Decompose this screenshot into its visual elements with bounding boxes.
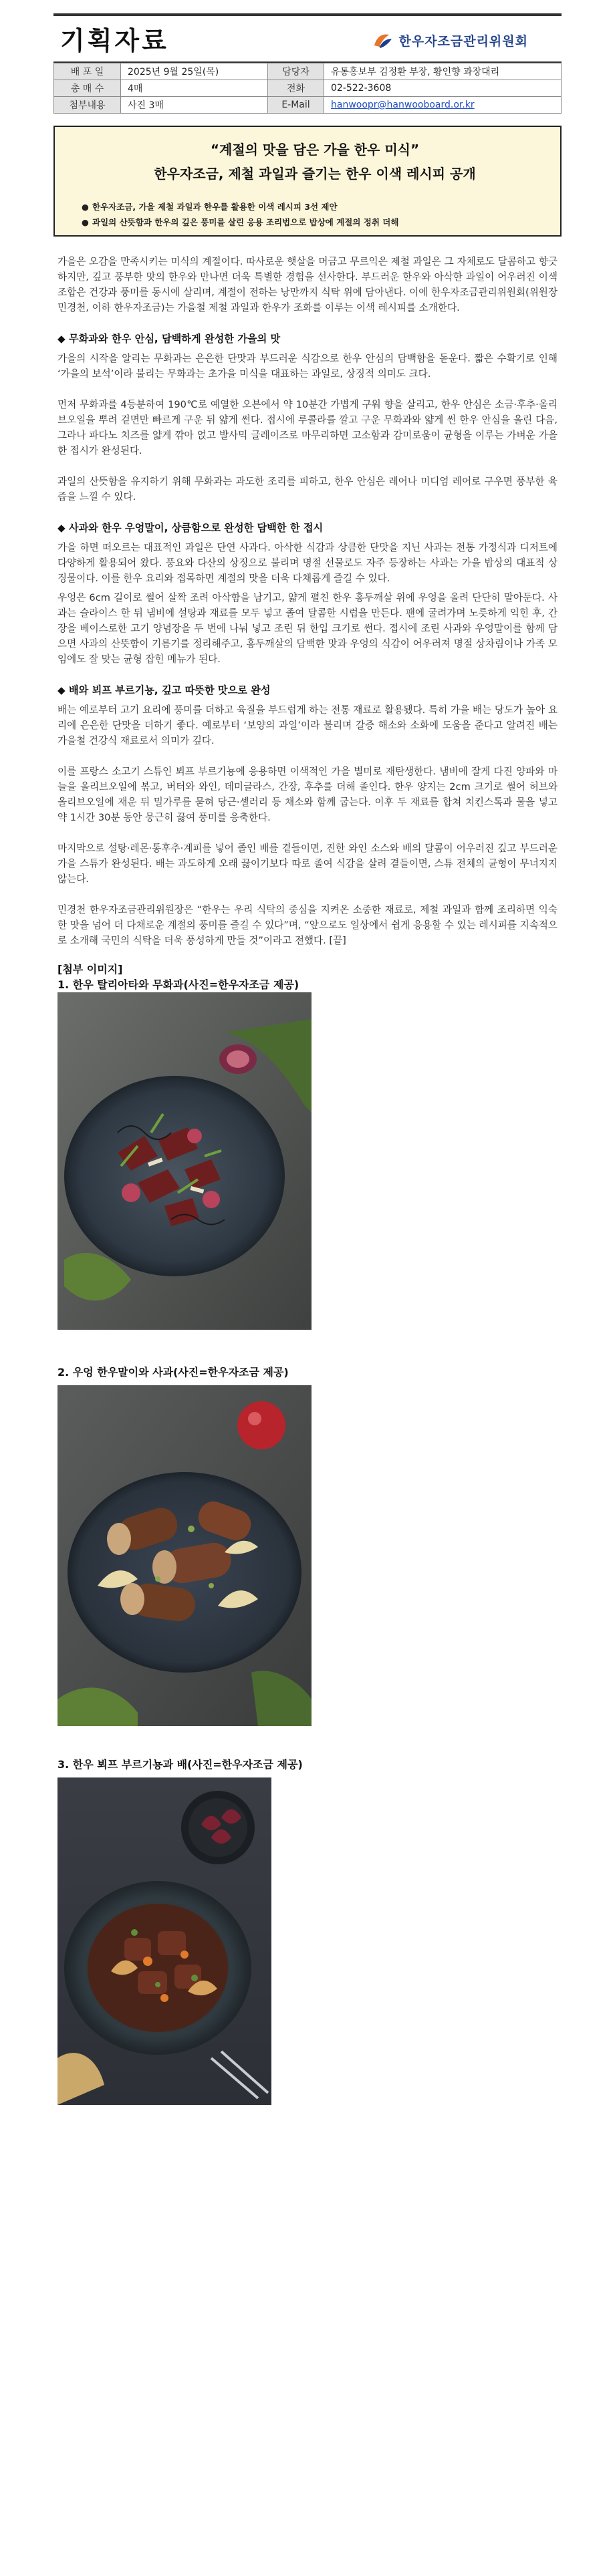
section-paragraph: 먼저 무화과를 4등분하여 190℃로 예열한 오븐에서 약 10분간 가볍게 구워 향을 살리고, 한우 안심은 소금·후추·올리브오일을 뿌려 겉면만 빠르게 구운 뒤 얇게 썬다. 접시에 루콜라를 깔고 구운 무화과와 얇게 썬 한우 안심을 올린 다음, 그라나 파다노 치즈를 얇게 깎아 얹고 발사믹 글레이즈로 마무리하면 고소함과 감미로움이 균형을 이루는 가벼운 가을 한 접시가 완성된다. bbox=[57, 399, 558, 456]
info-row-date bbox=[54, 63, 562, 80]
headline-title: 한우자조금, 제철 과일과 즐기는 한우 이색 레시피 공개 bbox=[154, 166, 476, 182]
info-value: 유통홍보부 김정환 부장, 황인향 과장대리 bbox=[324, 63, 562, 80]
headline-bullets bbox=[82, 199, 548, 230]
section-paragraph: 가을의 시작을 알리는 무화과는 은은한 단맛과 부드러운 식감으로 한우 안심의 담백함을 돋운다. 짧은 수확기로 인해 ‘가을의 보석’이라 불리는 무화과는 초가을 미식을 대표하는 과일로, 상징적 의미도 크다. bbox=[57, 353, 558, 380]
hanwoo-logo-icon bbox=[373, 32, 393, 49]
closing-quote-paragraph: 민경천 한우자조금관리위원장은 “한우는 우리 식탁의 중심을 지켜온 소중한 재료로, 제철 과일과 함께 조리하면 익숙한 맛을 넘어 더 다채로운 계절의 풍미를 즐길 수 있다”며, “앞으로도 일상에서 쉽게 응용할 수 있는 레시피를 지속적으로 소개해 국민의 식탁을 더욱 풍성하게 만들 것”이라고 전했다. [끝] bbox=[57, 904, 558, 946]
organization-name: 한우자조금관리위원회 bbox=[398, 34, 528, 49]
document-title: 기획자료 bbox=[60, 26, 169, 55]
attachments-heading: [첨부 이미지] bbox=[57, 963, 123, 976]
photo-caption: 2. 우엉 한우말이와 사과(사진=한우자조금 제공) bbox=[57, 1366, 289, 1379]
section-heading-fig: ◆ 무화과와 한우 안심, 담백하게 완성한 가을의 맛 bbox=[57, 333, 281, 345]
section-heading-pear: ◆ 배와 뵈프 부르기뇽, 깊고 따뜻한 맛으로 완성 bbox=[57, 684, 271, 696]
info-label: 첨부내용 bbox=[54, 97, 121, 114]
headline-box bbox=[53, 126, 562, 237]
info-label: 배 포 일 bbox=[54, 63, 121, 80]
info-label: E-Mail bbox=[268, 97, 324, 114]
email-link[interactable]: hanwoopr@hanwooboard.or.kr bbox=[331, 100, 475, 110]
bullet-icon: ● bbox=[82, 202, 89, 212]
info-label: 총 매 수 bbox=[54, 80, 121, 97]
info-value: 4매 bbox=[121, 80, 268, 97]
email-cell bbox=[324, 97, 562, 114]
section-paragraph: 우엉은 6cm 길이로 썰어 살짝 조려 아삭함을 남기고, 얇게 펼친 한우 홍두깨살 위에 우엉을 올려 단단히 말아둔다. 사과는 슬라이스 한 뒤 냄비에 설탕과 재료를 모두 넣고 졸여 달콤한 시럽을 만든다. 팬에 굴려가며 노릇하게 익힌 후, 간장을 베이스로한 고기 양념장을 두 번에 나눠 넣고 조린 뒤 한입 크기로 썬다. 접시에 조린 사과와 우엉말이를 함께 담으면 사과의 산뜻함이 기름기를 정리해주고, 홍두깨살의 담백한 맛과 우엉의 식감이 어우러져 명절 상차림이나 가족 모임에도 잘 맞는 균형 잡힌 메뉴가 된다. bbox=[57, 592, 558, 665]
section-paragraph: 배는 예로부터 고기 요리에 풍미를 더하고 육질을 부드럽게 하는 전통 재료로 활용됐다. 특히 가을 배는 당도가 높아 요리에 은은한 단맛을 더하기 좋다. 예로부터 ‘보양의 과일’이라 불리며 갈증 해소와 소화에 도움을 준다고 알려진 배는 가을철 건강식 재료로서 의미가 깊다. bbox=[57, 704, 558, 746]
section-heading-apple: ◆ 사과와 한우 우엉말이, 상큼함으로 완성한 담백한 한 접시 bbox=[57, 522, 324, 534]
section-paragraph: 가을 하면 떠오르는 대표적인 과일은 단연 사과다. 아삭한 식감과 상큼한 단맛을 지닌 사과는 전통 가정식과 디저트에 다양하게 활용되어 왔다. 풍요와 다산의 상징으로 불리며 명절 선물로도 자주 등장하는 사과는 가을 밥상의 대표적 상징물이다. 이를 한우 요리와 접목하면 계절의 맛을 더욱 다채롭게 즐길 수 있다. bbox=[57, 542, 558, 584]
distribution-info-table bbox=[53, 63, 562, 114]
photo-boeuf-bourguignon bbox=[57, 1777, 271, 2105]
section-paragraph: 과일의 산뜻함을 유지하기 위해 무화과는 과도한 조리를 피하고, 한우 안심은 레어나 미디엄 레어로 구우면 풍부한 육즙을 느낄 수 있다. bbox=[57, 476, 558, 503]
info-label: 전화 bbox=[268, 80, 324, 97]
info-value: 02-522-3608 bbox=[324, 80, 562, 97]
headline-quote: “계절의 맛을 담은 가을 한우 미식” bbox=[210, 142, 420, 158]
info-value: 2025년 9월 25일(목) bbox=[121, 63, 268, 80]
info-row-attachments bbox=[54, 97, 562, 114]
article-body bbox=[53, 254, 562, 2105]
headline-bullet bbox=[82, 199, 548, 214]
bullet-icon: ● bbox=[82, 217, 89, 227]
info-label: 담당자 bbox=[268, 63, 324, 80]
intro-paragraph: 가을은 오감을 만족시키는 미식의 계절이다. 따사로운 햇살을 머금고 무르익은 제철 과일은 그 자체로도 달콤하고 향긋하지만, 깊고 풍부한 맛의 한우와 만나면 더욱 특별한 경험을 선사한다. 부드러운 한우와 아삭한 과일이 어우러진 이색 조합은 건강과 풍미를 동시에 살리며, 계절이 전하는 낭만까지 식탁 위에 담아낸다. 이에 한우자조금관리위원회(위원장 민경천, 이하 한우자조금)는 가을철 제철 과일과 한우가 조화를 이루는 이색 레시피를 소개한다. bbox=[57, 256, 558, 313]
organization-logo bbox=[373, 31, 528, 49]
headline-bullet-text: 과일의 산뜻함과 한우의 깊은 풍미를 살린 응용 조리법으로 밥상에 계절의 정취 더해 bbox=[92, 217, 399, 227]
info-row-pages bbox=[54, 80, 562, 97]
section-paragraph: 마지막으로 설탕·레몬·통후추·계피를 넣어 졸인 배를 곁들이면, 진한 와인 소스와 배의 달콤이 어우러진 깊고 부드러운 가을 스튜가 완성된다. 배는 과도하게 오래 끓이기보다 따로 졸여 식감을 살려 곁들이면, 스튜 전체의 균형이 무너지지 않는다. bbox=[57, 843, 558, 885]
section-paragraph: 이를 프랑스 소고기 스튜인 뵈프 부르기뇽에 응용하면 이색적인 가을 별미로 재탄생한다. 냄비에 잘게 다진 양파와 마늘을 올리브오일에 볶고, 버터와 와인, 데미글라스, 간장, 후추를 더해 졸인다. 한우 양지는 2cm 크기로 썰어 허브와 올리브오일에 재운 뒤 밀가루를 묻혀 당근·셀러리 등 채소와 함께 굽는다. 이후 두 재료를 합쳐 치킨스톡과 물을 넣고 약 1시간 30분 동안 뭉근히 끓여 풍미를 응축한다. bbox=[57, 766, 558, 823]
photo-fig-tagliata bbox=[57, 992, 312, 1330]
headline-bullet-text: 한우자조금, 가을 제철 과일과 한우를 활용한 이색 레시피 3선 제안 bbox=[92, 202, 338, 212]
document-header bbox=[53, 13, 562, 63]
photo-burdock-beef-roll bbox=[57, 1385, 312, 1726]
photo-caption: 1. 한우 탈리아타와 무화과(사진=한우자조금 제공) bbox=[57, 978, 299, 991]
info-value: 사진 3매 bbox=[121, 97, 268, 114]
headline-bullet bbox=[82, 214, 548, 230]
photo-caption: 3. 한우 뵈프 부르기뇽과 배(사진=한우자조금 제공) bbox=[57, 1758, 303, 1771]
